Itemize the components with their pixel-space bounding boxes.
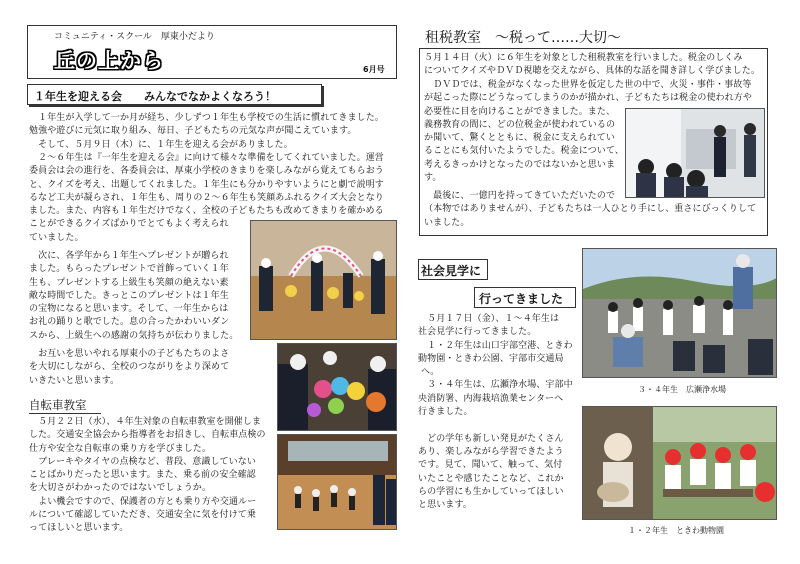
photo-tax-class [625,108,765,198]
masthead [27,25,397,79]
article1-heading-box [27,84,322,105]
article1-heading: １年生を迎える会 みんなでなかよくなろう！ [34,90,276,103]
article3-para1: ５月１４日（火）に６年生を対象とした租税教室を行いました。税金のしくみ についてクイズやＤＶＤ視聴を交えながら、具体的な話を聞き詳しく学びました。 [424,53,760,77]
photo-water-plant [582,248,777,378]
article4-heading-line2: 行ってきました [479,292,564,306]
photo-presents [277,343,397,431]
photo-thank-you-dance [277,434,397,530]
article1-para5: お互いを思いやれる厚東小の子どもたちのよさ を大切にしながら、全校のつながりをより深めて いきたいと思います。 [29,349,230,386]
article3-para3: 最後に、一億円を持ってきていただいたので （本物ではありませんが）、子どもたちは一人ひとり手にし、重さにびっくりして いました。 [424,191,757,228]
article2-underline [29,413,101,414]
article1-para4: 次に、各学年から１年生へプレゼントが贈られ ました。もらったプレゼントで首飾っていく１年 生も、プレゼントする上級生も笑顔の絶えない素 敵な時間でした。きっとこのプレゼントは１年生 の宝物になると思います。そして、一年生からは お礼の踊りと歌でした。息の合ったかわいいダン スから、上級生への感謝の気持ちが伝わりました。 [29,251,239,341]
article1-para1: １年生が入学して一か月が経ち、少しずつ１年生も学校での生活に慣れてきました。 勉強や遊びに元気に取り組み、毎日、子どもたちの元気な声が聞こえています。 [29,113,384,137]
article4-heading-box1 [418,259,488,280]
masthead-month: 6月号 [363,65,385,74]
article1-para2: そして、５月９日（木）に、１年生を迎える会がありました。 [29,140,293,150]
masthead-title: 丘の上から [54,49,164,73]
article3-heading: 租税教室 ～税って……大切～ [425,30,621,46]
photo-zoo [582,406,777,520]
article2-body: ５月２２日（水）、４年生対象の自転車教室を開催しま した。交通安全協会から指導者をお招きし、自転車点検の 仕方や安全な自転車の乗り方を学びました。 ブレーキやタイヤの点検など、普段、意識していない ことばかりだったと思います。また、乗る前の安全確認 を大切さがわかったのではないでしょうか。 よい機会ですので、保護者の方とも乗り方や交通ルー ルについて確認していただき、交通安全に気を付けて乗 ってほしいと思います。 [29,417,266,534]
photo-welcome-ceremony [250,220,397,340]
article3-para2: ＤＶＤでは、税金がなくなった世界を仮定した世の中で、火災・事件・事故等 が起こった際にどうなってしまうのかが描かれ、子どもたちは税金の使われ方や 必要性に目を向けることができました。また、 義務教育の間に、どの位税金が使われているの か聞いて、驚くとともに、税金に支えられてい ることにも気付いたようでした。税金について、 考えるきっかけとなったのではないかと思いま す。 [424,80,752,184]
masthead-subtitle: コミュニティ・スクール 厚東小だより [54,32,215,42]
caption-water-plant: ３・４年生 広瀬浄水場 [638,385,726,394]
article2-heading: 自転車教室 [29,398,87,412]
article4-body: ５月１７日（金）、１～４年生は 社会見学に行ってきました。 １・２年生は山口宇部空港、ときわ 動物園・ときわ公園、宇部市交通局 へ。 ３・４年生は、広瀬浄水場、宇部中 央消防署、内海栽培漁業センターへ 行きました。 どの学年も新しい発見がたくさん あり、楽しみながら学習できたよう です。見て、聞いて、触って、気付 いたことや感じたことなど、これか らの学習にも生かしていってほしい と思います。 [418,314,573,511]
article4-heading-box2 [474,287,576,308]
caption-zoo: １・２年生 ときわ動物園 [628,526,724,535]
article4-heading-line1: 社会見学に [421,264,482,278]
article1-para3: ２～６年生は『一年生を迎える会』に向けて様々な準備をしてくれていました。運営 委員会は会の進行を、各委員会は、厚東小学校のきまりを楽しみながら覚えてもらおう と、クイズを考え、出題してくれました。１年生にも分かりやすいようにと劇で説明す るなど工夫が凝らされ、１年生も、周りの２～６年生も笑顔あふれるクイズ大会となり ました。また、内容も１年生だけでなく、全校の子どもたちも改めてきまりを確かめる ことができるクイズばかりでとてもよく考えられ ていました。 [29,153,384,243]
